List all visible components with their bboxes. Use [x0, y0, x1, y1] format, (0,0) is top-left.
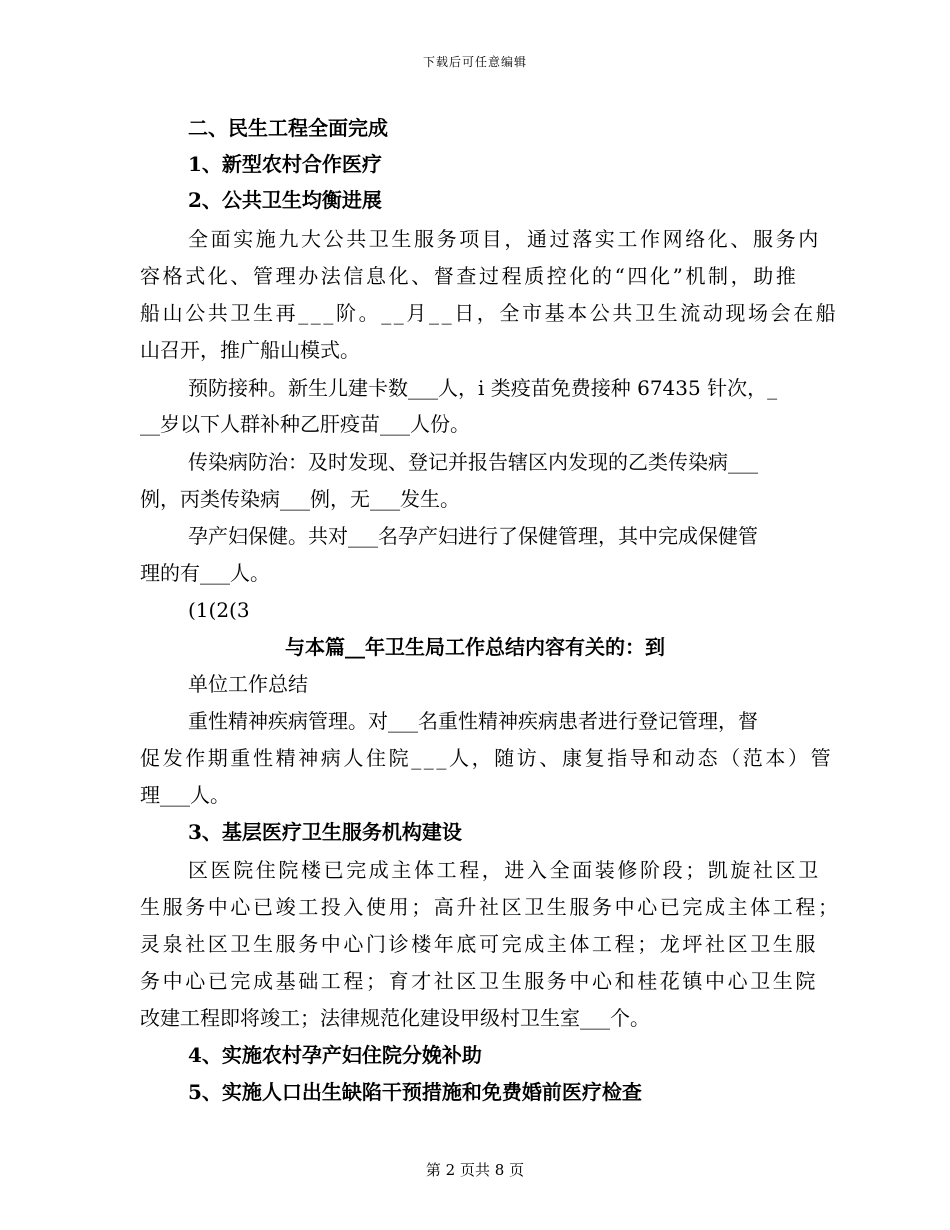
- paragraph-line: 单位工作总结: [188, 672, 308, 696]
- paragraph-line: 船山公共卫生再___阶。__月__日，全市基本公共卫生流动现场会在船: [140, 301, 839, 325]
- paragraph-line: __岁以下人群补种乙肝疫苗___人份。: [140, 412, 470, 436]
- paragraph-line: 例，丙类传染病___例，无___发生。: [140, 487, 460, 511]
- subsection-heading: 3、基层医疗卫生服务机构建设: [188, 820, 462, 844]
- paragraph-line: 改建工程即将竣工；法律规范化建设甲级村卫生室___个。: [140, 1006, 650, 1030]
- paragraph-line: 孕产妇保健。共对___名孕产妇进行了保健管理，其中完成保健管: [188, 524, 758, 548]
- paragraph-line: 山召开，推广船山模式。: [140, 338, 360, 362]
- page-header: 下载后可任意编辑: [422, 55, 527, 69]
- paragraph-line: 重性精神疾病管理。对___名重性精神疾病患者进行登记管理，督: [188, 709, 758, 733]
- paragraph-line: 促发作期重性精神病人住院___人，随访、康复指导和动态（范本）管: [140, 746, 834, 770]
- section-heading: 二、民生工程全面完成: [188, 116, 388, 140]
- page-footer: 第 2 页共 8 页: [425, 1161, 525, 1179]
- paragraph-line: 务中心已完成基础工程；育才社区卫生服务中心和桂花镇中心卫生院: [140, 969, 818, 993]
- paragraph-line: 传染病防治：及时发现、登记并报告辖区内发现的乙类传染病___: [188, 450, 758, 474]
- paragraph-line: 理___人。: [140, 783, 230, 807]
- subsection-heading: 2、公共卫生均衡进展: [188, 188, 382, 212]
- subsection-heading: 4、实施农村孕产妇住院分娩补助: [188, 1043, 482, 1067]
- paragraph-line: 全面实施九大公共卫生服务项目，通过落实工作网络化、服务内: [188, 227, 821, 251]
- subsection-heading: 1、新型农村合作医疗: [188, 152, 382, 176]
- related-heading: 与本篇__年卫生局工作总结内容有关的：到: [285, 635, 665, 659]
- paragraph-line: 区医院住院楼已完成主体工程，进入全面装修阶段；凯旋社区卫: [188, 858, 821, 882]
- paragraph-line: 生服务中心已竣工投入使用；高升社区卫生服务中心已完成主体工程；: [140, 895, 841, 919]
- list-marker: (1(2(3: [188, 598, 250, 622]
- subsection-heading: 5、实施人口出生缺陷干预措施和免费婚前医疗检查: [188, 1080, 642, 1104]
- paragraph-line: 理的有___人。: [140, 561, 270, 585]
- paragraph-line: 灵泉社区卫生服务中心门诊楼年底可完成主体工程；龙坪社区卫生服: [140, 932, 818, 956]
- paragraph-line: 预防接种。新生儿建卡数___人，i 类疫苗免费接种 67435 针次，_: [188, 376, 778, 400]
- paragraph-line: 容格式化、管理办法信息化、督查过程质控化的“四化”机制，助推: [140, 264, 799, 288]
